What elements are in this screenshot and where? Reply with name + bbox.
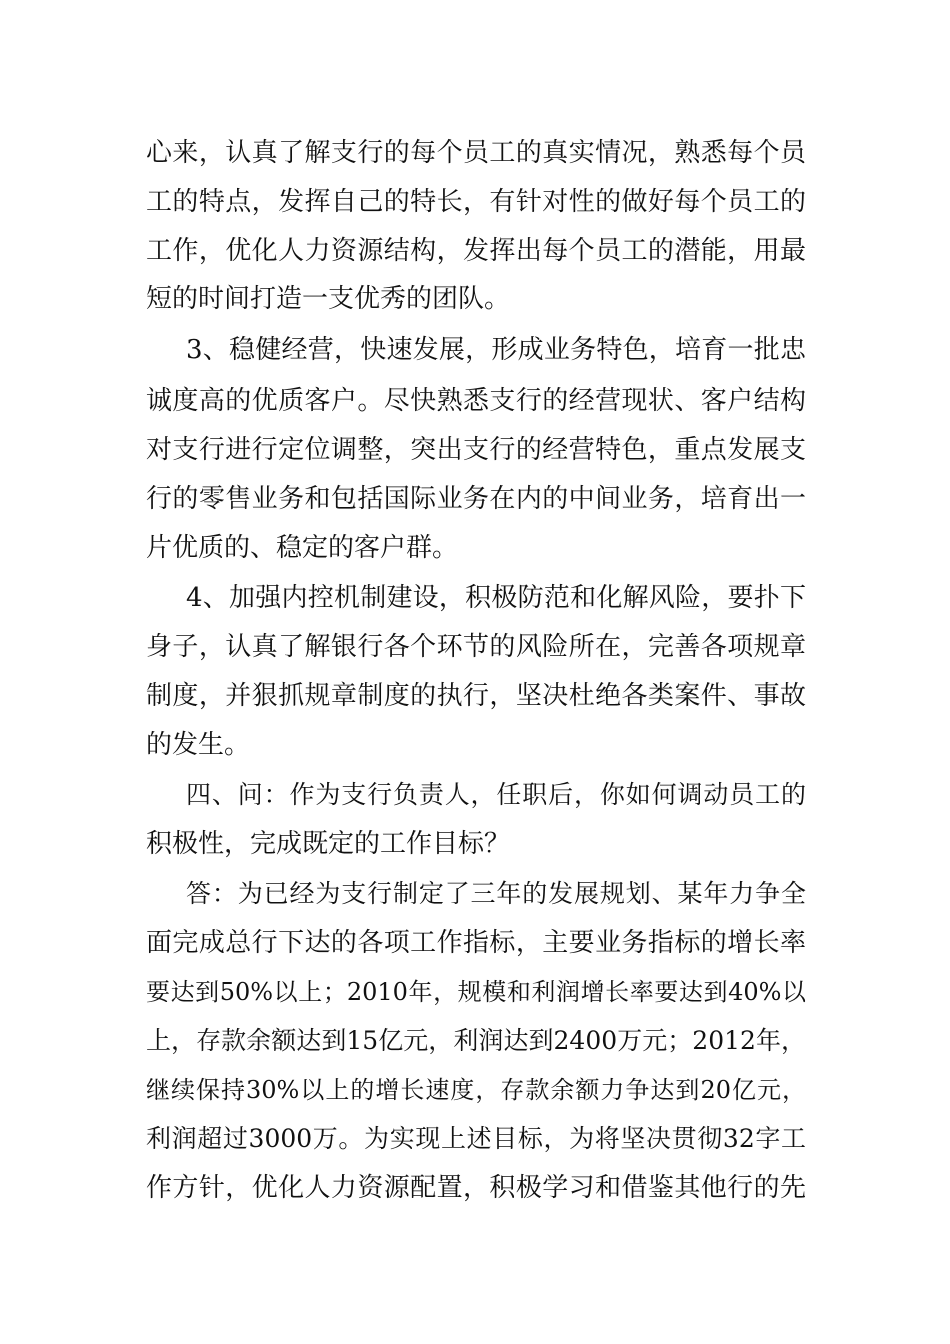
text-line: 工作，优化人力资源结构，发挥出每个员工的潜能，用最 xyxy=(146,236,806,266)
text-line: 答：为已经为支行制定了三年的发展规划、某年力争全 xyxy=(186,879,806,908)
text-line: 行的零售业务和包括国际业务在内的中间业务，培育出一 xyxy=(146,484,806,514)
text-line: 制度，并狠抓规章制度的执行，坚决杜绝各类案件、事故 xyxy=(146,681,806,711)
text-line: 短的时间打造一支优秀的团队。 xyxy=(146,284,511,314)
text-line: 作方针，优化人力资源配置，积极学习和借鉴其他行的先 xyxy=(146,1173,806,1203)
text-line: 利润超过3000万。为实现上述目标，为将坚决贯彻32字工 xyxy=(146,1124,806,1153)
text-line: 对支行进行定位调整，突出支行的经营特色，重点发展支 xyxy=(146,435,806,465)
text-line: 诚度高的优质客户。尽快熟悉支行的经营现状、客户结构 xyxy=(146,386,806,416)
text-line: 继续保持30%以上的增长速度，存款余额力争达到20亿元， xyxy=(146,1076,806,1104)
text-line: 面完成总行下达的各项工作指标，主要业务指标的增长率 xyxy=(146,928,806,958)
text-line: 心来，认真了解支行的每个员工的真实情况，熟悉每个员 xyxy=(146,138,806,168)
text-line: 的发生。 xyxy=(146,730,251,760)
text-line: 上，存款余额达到15亿元，利润达到2400万元；2012年， xyxy=(146,1026,806,1055)
text-line: 片优质的、稳定的客户群。 xyxy=(146,533,459,563)
text-line: 3、稳健经营，快速发展，形成业务特色，培育一批忠 xyxy=(186,335,806,365)
text-line: 身子，认真了解银行各个环节的风险所在，完善各项规章 xyxy=(146,632,806,662)
text-line: 四、问：作为支行负责人，任职后，你如何调动员工的 xyxy=(186,780,806,809)
text-line: 要达到50%以上；2010年，规模和利润增长率要达到40%以 xyxy=(146,978,806,1006)
text-line: 工的特点，发挥自己的特长，有针对性的做好每个员工的 xyxy=(146,187,806,217)
text-line: 4、加强内控机制建设，积极防范和化解风险，要扑下 xyxy=(186,583,806,613)
text-line: 积极性，完成既定的工作目标？ xyxy=(146,829,511,859)
